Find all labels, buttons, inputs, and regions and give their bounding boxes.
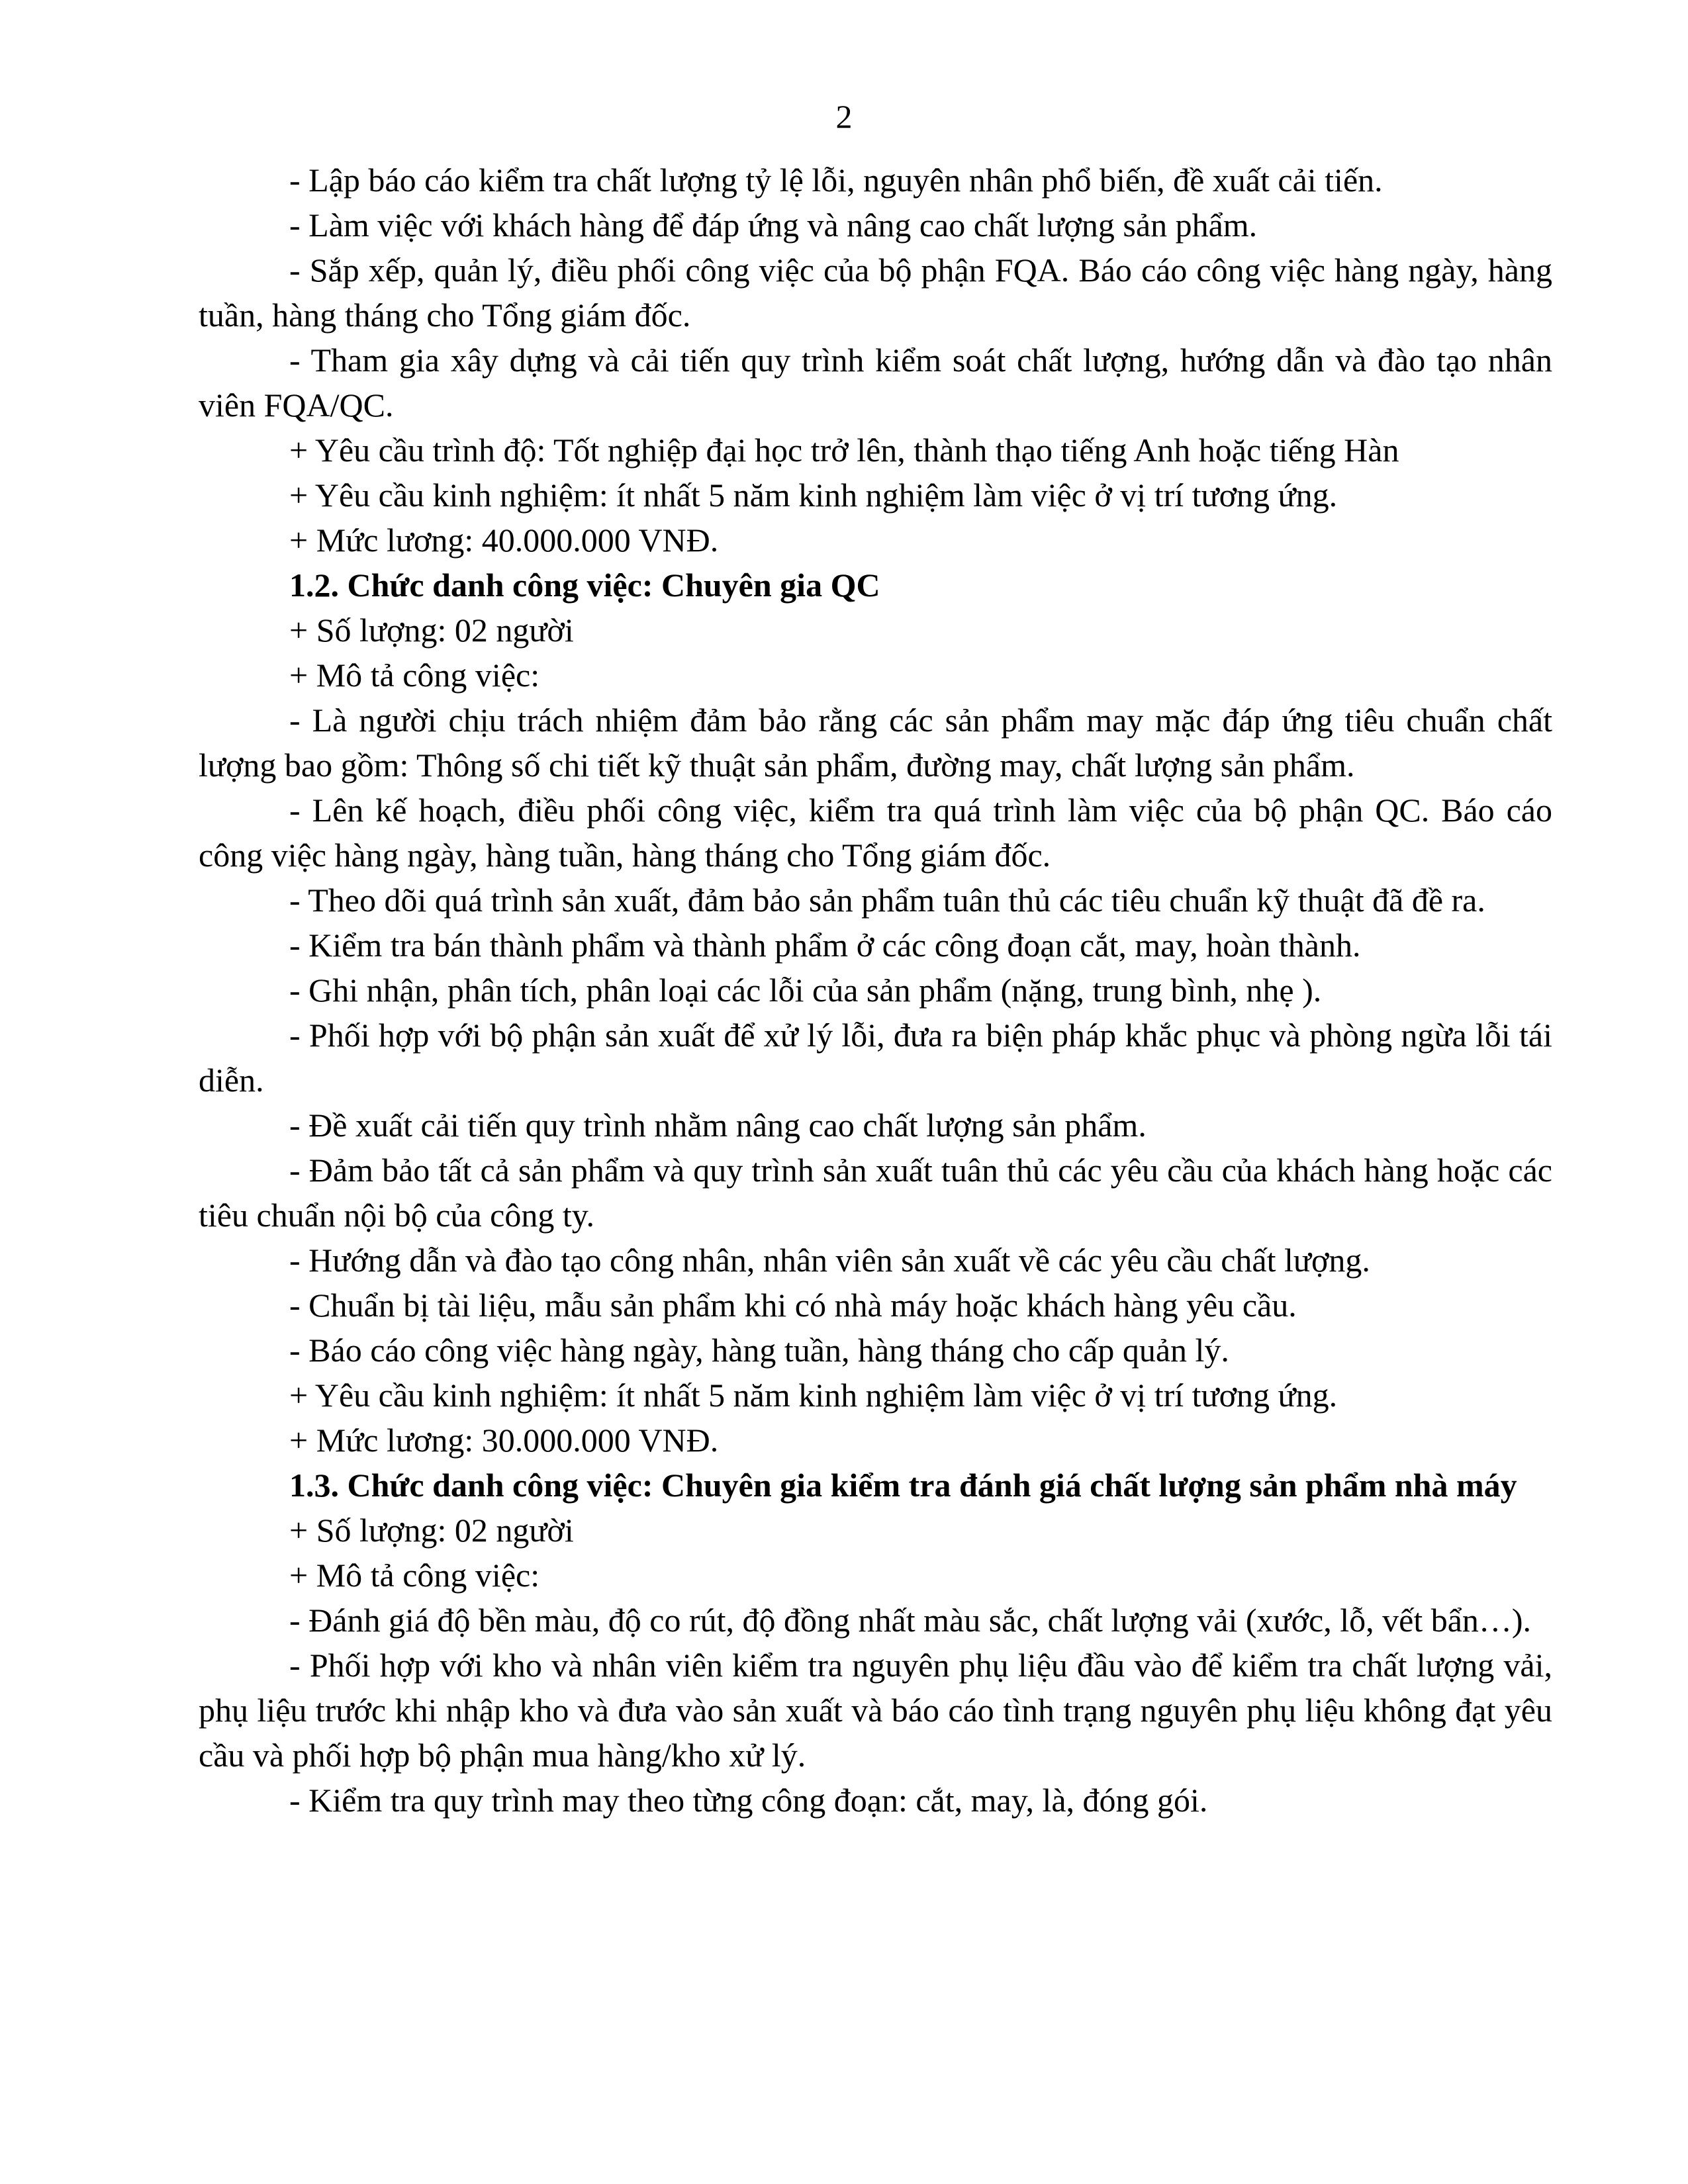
paragraph-bullet: - Phối hợp với bộ phận sản xuất để xử lý lỗi, đưa ra biện pháp khắc phục và phòng ngừa lỗi tái diễn. bbox=[199, 1017, 1552, 1099]
page-number: 2 bbox=[835, 98, 853, 135]
paragraph-bullet: - Tham gia xây dựng và cải tiến quy trình kiểm soát chất lượng, hướng dẫn và đào tạo nhân viên FQA/QC. bbox=[199, 341, 1552, 424]
document-body bbox=[199, 158, 1552, 1823]
paragraph-bullet: - Chuẩn bị tài liệu, mẫu sản phẩm khi có nhà máy hoặc khách hàng yêu cầu. bbox=[289, 1287, 1297, 1324]
paragraph-job-description-label: + Mô tả công việc: bbox=[289, 1557, 540, 1594]
paragraph-bullet: - Lên kế hoạch, điều phối công việc, kiểm tra quá trình làm việc của bộ phận QC. Báo cáo công việc hàng ngày, hàng tuần, hàng tháng cho Tổng giám đốc. bbox=[199, 792, 1552, 874]
paragraph-bullet: - Lập báo cáo kiểm tra chất lượng tỷ lệ lỗi, nguyên nhân phổ biến, đề xuất cải tiến. bbox=[289, 161, 1383, 199]
paragraph-bullet: - Là người chịu trách nhiệm đảm bảo rằng các sản phẩm may mặc đáp ứng tiêu chuẩn chất lượng bao gồm: Thông số chi tiết kỹ thuật sản phẩm, đường may, chất lượng sản phẩm. bbox=[199, 702, 1552, 784]
paragraph-bullet: - Ghi nhận, phân tích, phân loại các lỗi của sản phẩm (nặng, trung bình, nhẹ ). bbox=[289, 972, 1322, 1009]
paragraph-bullet: - Hướng dẫn và đào tạo công nhân, nhân viên sản xuất về các yêu cầu chất lượng. bbox=[289, 1242, 1370, 1279]
paragraph-job-description-label: + Mô tả công việc: bbox=[289, 657, 540, 694]
paragraph-quantity: + Số lượng: 02 người bbox=[289, 1512, 574, 1549]
section-heading-1-3: 1.3. Chức danh công việc: Chuyên gia kiểm tra đánh giá chất lượng sản phẩm nhà máy bbox=[289, 1467, 1517, 1504]
paragraph-bullet: - Kiểm tra quy trình may theo từng công đoạn: cắt, may, là, đóng gói. bbox=[289, 1782, 1208, 1819]
paragraph-bullet: - Kiểm tra bán thành phẩm và thành phẩm ở các công đoạn cắt, may, hoàn thành. bbox=[289, 927, 1361, 964]
paragraph-salary: + Mức lương: 40.000.000 VNĐ. bbox=[289, 522, 719, 559]
paragraph-bullet: - Đảm bảo tất cả sản phẩm và quy trình sản xuất tuân thủ các yêu cầu của khách hàng hoặc các tiêu chuẩn nội bộ của công ty. bbox=[199, 1152, 1552, 1234]
paragraph-requirement-experience: + Yêu cầu kinh nghiệm: ít nhất 5 năm kinh nghiệm làm việc ở vị trí tương ứng. bbox=[289, 1377, 1338, 1414]
paragraph-bullet: - Sắp xếp, quản lý, điều phối công việc của bộ phận FQA. Báo cáo công việc hàng ngày, hàng tuần, hàng tháng cho Tổng giám đốc. bbox=[199, 251, 1552, 334]
paragraph-bullet: - Làm việc với khách hàng để đáp ứng và nâng cao chất lượng sản phẩm. bbox=[289, 206, 1258, 244]
paragraph-quantity: + Số lượng: 02 người bbox=[289, 612, 574, 649]
paragraph-requirement-education: + Yêu cầu trình độ: Tốt nghiệp đại học trở lên, thành thạo tiếng Anh hoặc tiếng Hàn bbox=[289, 432, 1399, 469]
paragraph-bullet: - Theo dõi quá trình sản xuất, đảm bảo sản phẩm tuân thủ các tiêu chuẩn kỹ thuật đã đề ra. bbox=[289, 882, 1485, 919]
paragraph-bullet: - Đánh giá độ bền màu, độ co rút, độ đồng nhất màu sắc, chất lượng vải (xước, lỗ, vết bẩn…). bbox=[289, 1602, 1532, 1639]
paragraph-requirement-experience: + Yêu cầu kinh nghiệm: ít nhất 5 năm kinh nghiệm làm việc ở vị trí tương ứng. bbox=[289, 477, 1338, 514]
paragraph-bullet: - Đề xuất cải tiến quy trình nhằm nâng cao chất lượng sản phẩm. bbox=[289, 1107, 1147, 1144]
paragraph-salary: + Mức lương: 30.000.000 VNĐ. bbox=[289, 1422, 719, 1459]
section-heading-1-2: 1.2. Chức danh công việc: Chuyên gia QC bbox=[289, 567, 880, 604]
paragraph-bullet: - Báo cáo công việc hàng ngày, hàng tuần, hàng tháng cho cấp quản lý. bbox=[289, 1332, 1229, 1369]
paragraph-bullet: - Phối hợp với kho và nhân viên kiểm tra nguyên phụ liệu đầu vào để kiểm tra chất lượng vải, phụ liệu trước khi nhập kho và đưa vào sản xuất và báo cáo tình trạng nguyên phụ liệu không đạt yêu cầu và phối hợp bộ phận mua hàng/kho xử lý. bbox=[199, 1647, 1552, 1774]
